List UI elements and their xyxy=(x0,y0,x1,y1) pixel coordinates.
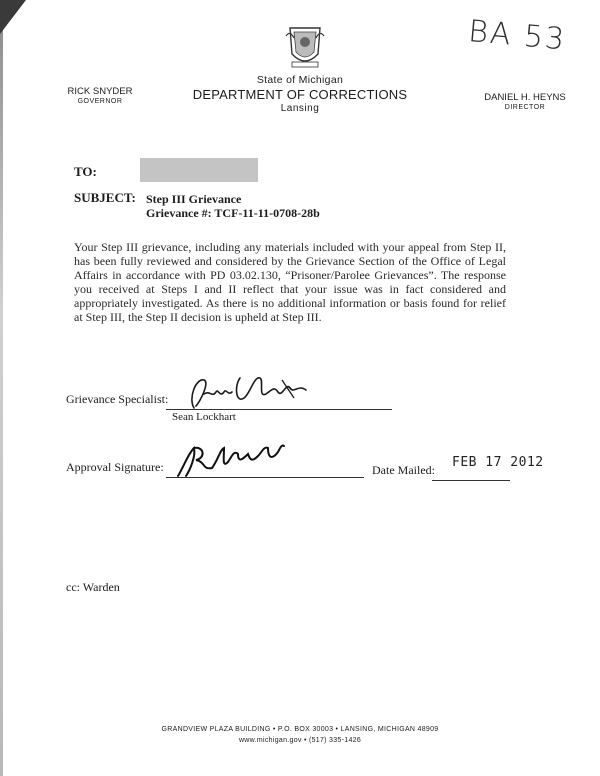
specialist-signature-line xyxy=(166,409,392,410)
approval-signature-line xyxy=(166,477,364,478)
specialist-name: Sean Lockhart xyxy=(172,411,236,423)
scan-edge xyxy=(0,0,3,776)
cc-line: cc: Warden xyxy=(66,580,120,594)
scan-corner xyxy=(0,0,26,34)
footer-address: GRANDVIEW PLAZA BUILDING • P.O. BOX 30003 • LANSING, MICHIGAN 48909 xyxy=(161,726,439,733)
redacted-recipient xyxy=(140,158,258,182)
subject-label: SUBJECT: xyxy=(74,190,136,205)
governor-title: GOVERNOR xyxy=(77,98,123,105)
date-mailed-label: Date Mailed: xyxy=(372,463,435,477)
specialist-signature xyxy=(182,368,312,414)
director-title: DIRECTOR xyxy=(504,104,546,111)
approval-signature xyxy=(172,440,288,482)
letterhead-state: State of Michigan xyxy=(256,74,344,86)
specialist-label: Grievance Specialist: xyxy=(66,392,169,406)
approval-label: Approval Signature: xyxy=(66,460,164,474)
handwritten-note: BA 53 xyxy=(466,14,568,58)
date-stamp: FEB 17 2012 xyxy=(452,455,544,470)
state-seal-icon xyxy=(284,24,326,70)
director-name: DANIEL H. HEYNS xyxy=(484,92,566,103)
grievance-number: Grievance #: TCF-11-11-0708-28b xyxy=(146,206,320,220)
to-label: TO: xyxy=(74,164,97,179)
letterhead-department: DEPARTMENT OF CORRECTIONS xyxy=(192,87,408,102)
subject-title: Step III Grievance xyxy=(146,192,242,206)
governor-name: RICK SNYDER xyxy=(67,86,133,97)
footer-contact: www.michigan.gov • (517) 335-1426 xyxy=(238,737,362,744)
body-paragraph: Your Step III grievance, including any materials included with your appeal from Step II, has been fully reviewed and considered by the Grievance Section of the Office of Legal Affairs in accordance with PD 03.02.130, “Prisoner/Parolee Grievances”. The response you received at Steps I and II reflect that your issue was in fact considered and appropriately investigated. As there is no additional information or basis found for relief at Step III, the Step II decision is upheld at Step III. xyxy=(74,240,506,324)
letterhead-city: Lansing xyxy=(280,103,320,114)
date-mailed-line xyxy=(432,480,510,481)
